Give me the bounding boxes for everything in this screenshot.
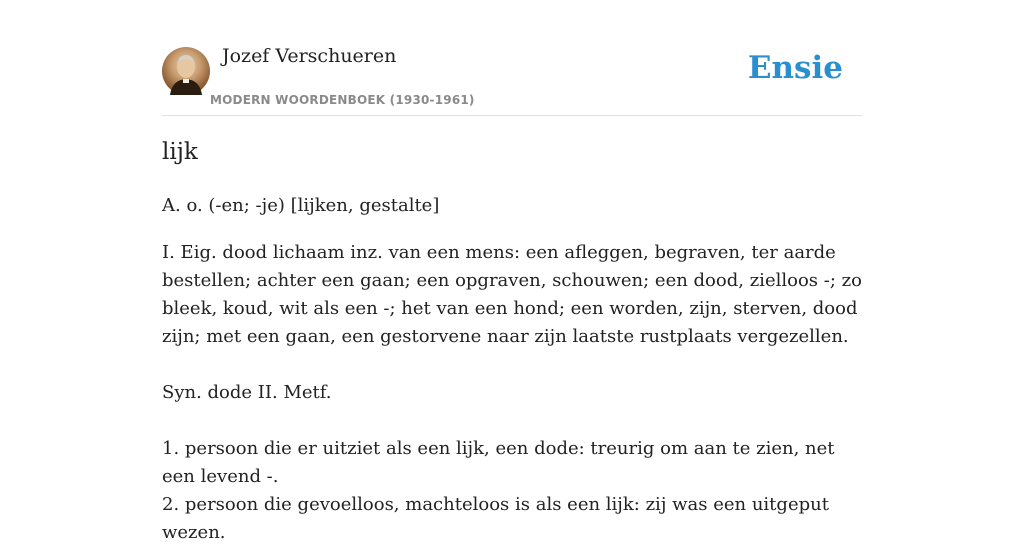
author-avatar[interactable] (162, 47, 210, 95)
definition-subsenses (162, 435, 862, 547)
subsense-2: 2. persoon die gevoelloos, machteloos is als een lijk: zij was een uitgeput wezen. (162, 494, 829, 543)
page (162, 0, 862, 543)
source-label[interactable]: MODERN WOORDENBOEK (1930-1961) (210, 93, 475, 107)
ensie-logo[interactable]: Ensie (747, 50, 843, 86)
grammar-line: A. o. (-en; -je) [lijken, gestalte] (162, 195, 440, 216)
subsense-1: 1. persoon die er uitziet als een lijk, een dode: treurig om aan te zien, net een levend -. (162, 438, 835, 487)
header (162, 0, 862, 116)
headword: lijk (162, 139, 198, 165)
author-name[interactable]: Jozef Verschueren (222, 45, 397, 67)
portrait-photo-icon (162, 47, 210, 95)
definition-sense-1: I. Eig. dood lichaam inz. van een mens: een afleggen, begraven, ter aarde bestellen; achter een gaan; een opgraven, schouwen; een dood, zielloos -; zo bleek, koud, wit als een -; het van een hond; een worden, zijn, sterven, dood zijn; met een gaan, een gestorvene naar zijn laatste rustplaats vergezellen. (162, 242, 862, 347)
synonym-line: Syn. dode II. Metf. (162, 382, 332, 403)
